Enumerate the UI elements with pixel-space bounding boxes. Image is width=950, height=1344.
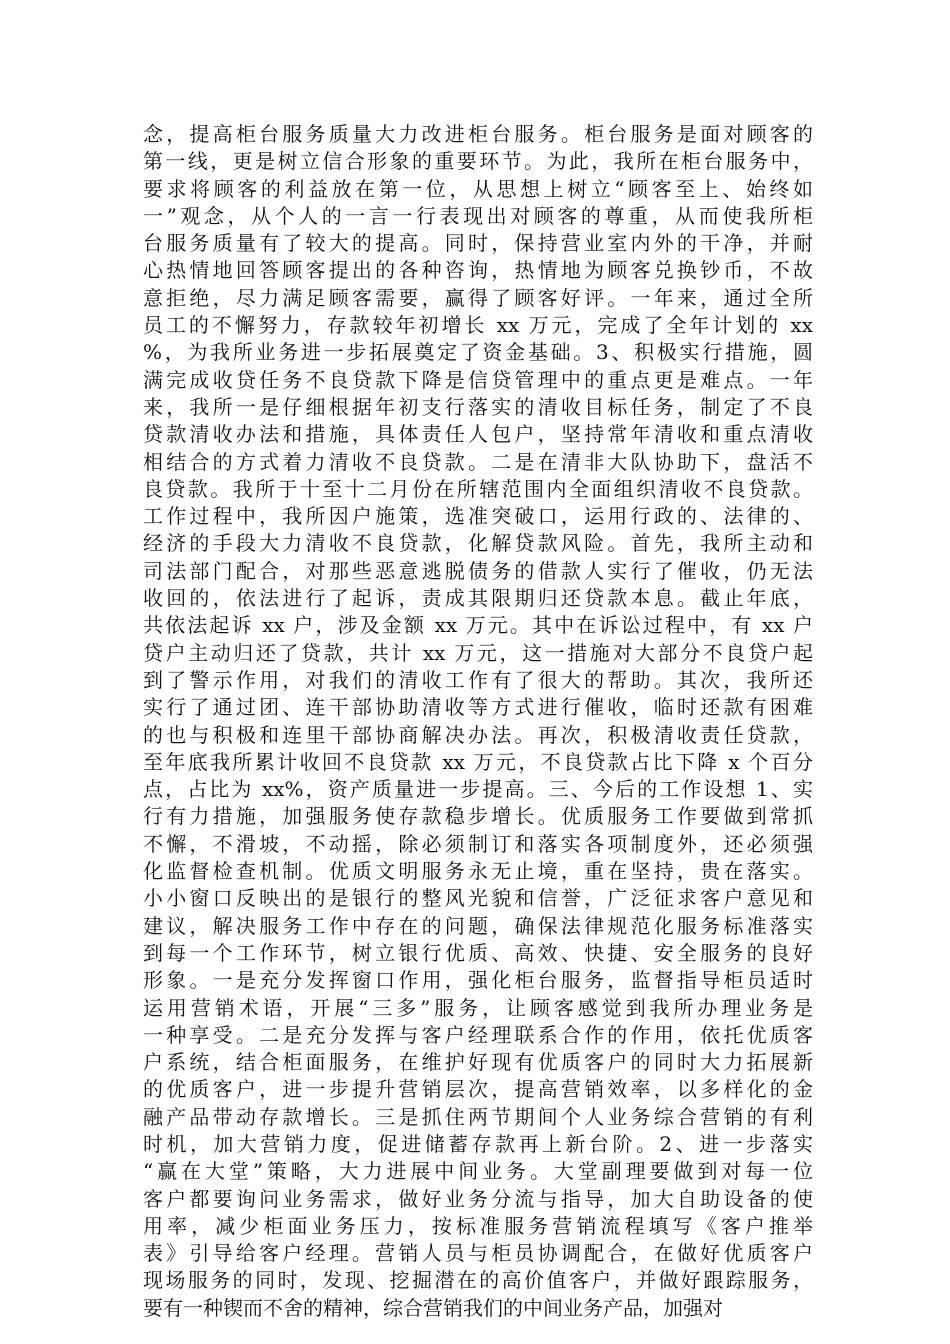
- text-line: 一”观念，从个人的一言一行表现出对顾客的尊重，从而使我所柜: [143, 203, 813, 228]
- text-line: 现场服务的同时，发现、挖掘潜在的高价值客户，并做好跟踪服务，: [143, 1268, 813, 1293]
- text-line: 工作过程中，我所因户施策，选准突破口，运用行政的、法律的、: [143, 504, 813, 529]
- text-line: 意拒绝，尽力满足顾客需要，赢得了顾客好评。一年来，通过全所: [143, 285, 813, 310]
- text-line: 相结合的方式着力清收不良贷款。二是在清非大队协助下，盘活不: [143, 449, 813, 474]
- text-line: 实行了通过团、连干部协助清收等方式进行催收，临时还款有困难: [143, 695, 813, 720]
- text-line: 建议，解决服务工作中存在的问题，确保法律规范化服务标准落实: [143, 913, 813, 938]
- text-line: 贷户主动归还了贷款，共计 xx 万元，这一措施对大部分不良贷户起: [143, 640, 813, 665]
- text-line: 行有力措施，加强服务使存款稳步增长。优质服务工作要做到常抓: [143, 804, 813, 829]
- text-line: 小小窗口反映出的是银行的整风光貌和信誉，广泛征求客户意见和: [143, 886, 813, 911]
- text-line: 共依法起诉 xx 户，涉及金额 xx 万元。其中在诉讼过程中，有 xx 户: [143, 613, 813, 638]
- text-line: 化监督检查机制。优质文明服务永无止境，重在坚持，贵在落实。: [143, 859, 813, 884]
- text-line: 一种享受。二是充分发挥与客户经理联系合作的作用，依托优质客: [143, 1022, 813, 1047]
- text-line: “赢在大堂”策略，大力进展中间业务。大堂副理要做到对每一位: [143, 1159, 813, 1184]
- text-line: 心热情地回答顾客提出的各种咨询，热情地为顾客兑换钞币，不故: [143, 258, 813, 283]
- text-line: 员工的不懈努力，存款较年初增长 xx 万元，完成了全年计划的 xx: [143, 313, 813, 338]
- text-line: 表》引导给客户经理。营销人员与柜员协调配合，在做好优质客户: [143, 1241, 813, 1266]
- text-line: 念，提高柜台服务质量大力改进柜台服务。柜台服务是面对顾客的: [143, 122, 813, 146]
- text-line: 用率，减少柜面业务压力，按标准服务营销流程填写《客户推举: [143, 1213, 813, 1238]
- text-line: 至年底我所累计收回不良贷款 xx 万元，不良贷款占比下降 x 个百分: [143, 749, 813, 774]
- text-line: 到每一个工作环节，树立银行优质、高效、快捷、安全服务的良好: [143, 940, 813, 965]
- text-line: %，为我所业务进一步拓展奠定了资金基础。3、积极实行措施，圆: [143, 340, 813, 365]
- text-line: 收回的，依法进行了起诉，责成其限期归还贷款本息。截止年底，: [143, 586, 813, 611]
- body-text: [143, 121, 813, 1322]
- text-line: 司法部门配合，对那些恶意逃脱债务的借款人实行了催收，仍无法: [143, 558, 813, 583]
- text-line: 点，占比为 xx%，资产质量进一步提高。三、今后的工作设想 1、实: [143, 777, 813, 802]
- text-line: 要求将顾客的利益放在第一位，从思想上树立“顾客至上、始终如: [143, 176, 813, 201]
- text-line: 形象。一是充分发挥窗口作用，强化柜台服务，监督指导柜员适时: [143, 968, 813, 993]
- text-line: 融产品带动存款增长。三是抓住两节期间个人业务综合营销的有利: [143, 1104, 813, 1129]
- text-line: 的优质客户，进一步提升营销层次，提高营销效率，以多样化的金: [143, 1077, 813, 1102]
- text-line: 良贷款。我所于十至十二月份在所辖范围内全面组织清收不良贷款。: [143, 476, 813, 501]
- text-line: 第一线，更是树立信合形象的重要环节。为此，我所在柜台服务中，: [143, 149, 813, 174]
- text-line: 经济的手段大力清收不良贷款，化解贷款风险。首先，我所主动和: [143, 531, 813, 556]
- text-line: 来，我所一是仔细根据年初支行落实的清收目标任务，制定了不良: [143, 394, 813, 419]
- text-line: 客户都要询问业务需求，做好业务分流与指导，加大自助设备的使: [143, 1186, 813, 1211]
- text-line: 不懈，不滑坡，不动摇，除必须制订和落实各项制度外，还必须强: [143, 831, 813, 856]
- text-line: 到了警示作用，对我们的清收工作有了很大的帮助。其次，我所还: [143, 667, 813, 692]
- text-line: 台服务质量有了较大的提高。同时，保持营业室内外的干净，并耐: [143, 231, 813, 256]
- text-line: 要有一种锲而不舍的精神，综合营销我们的中间业务产品，加强对: [143, 1295, 723, 1320]
- text-line: 运用营销术语，开展“三多”服务，让顾客感觉到我所办理业务是: [143, 995, 813, 1020]
- text-line: 贷款清收办法和措施，具体责任人包户，坚持常年清收和重点清收: [143, 422, 813, 447]
- text-line: 的也与积极和连里干部协商解决办法。再次，积极清收责任贷款，: [143, 722, 813, 747]
- text-line: 户系统，结合柜面服务，在维护好现有优质客户的同时大力拓展新: [143, 1050, 813, 1075]
- text-line: 满完成收贷任务不良贷款下降是信贷管理中的重点更是难点。一年: [143, 367, 813, 392]
- text-line: 时机，加大营销力度，促进储蓄存款再上新台阶。2、进一步落实: [143, 1131, 813, 1156]
